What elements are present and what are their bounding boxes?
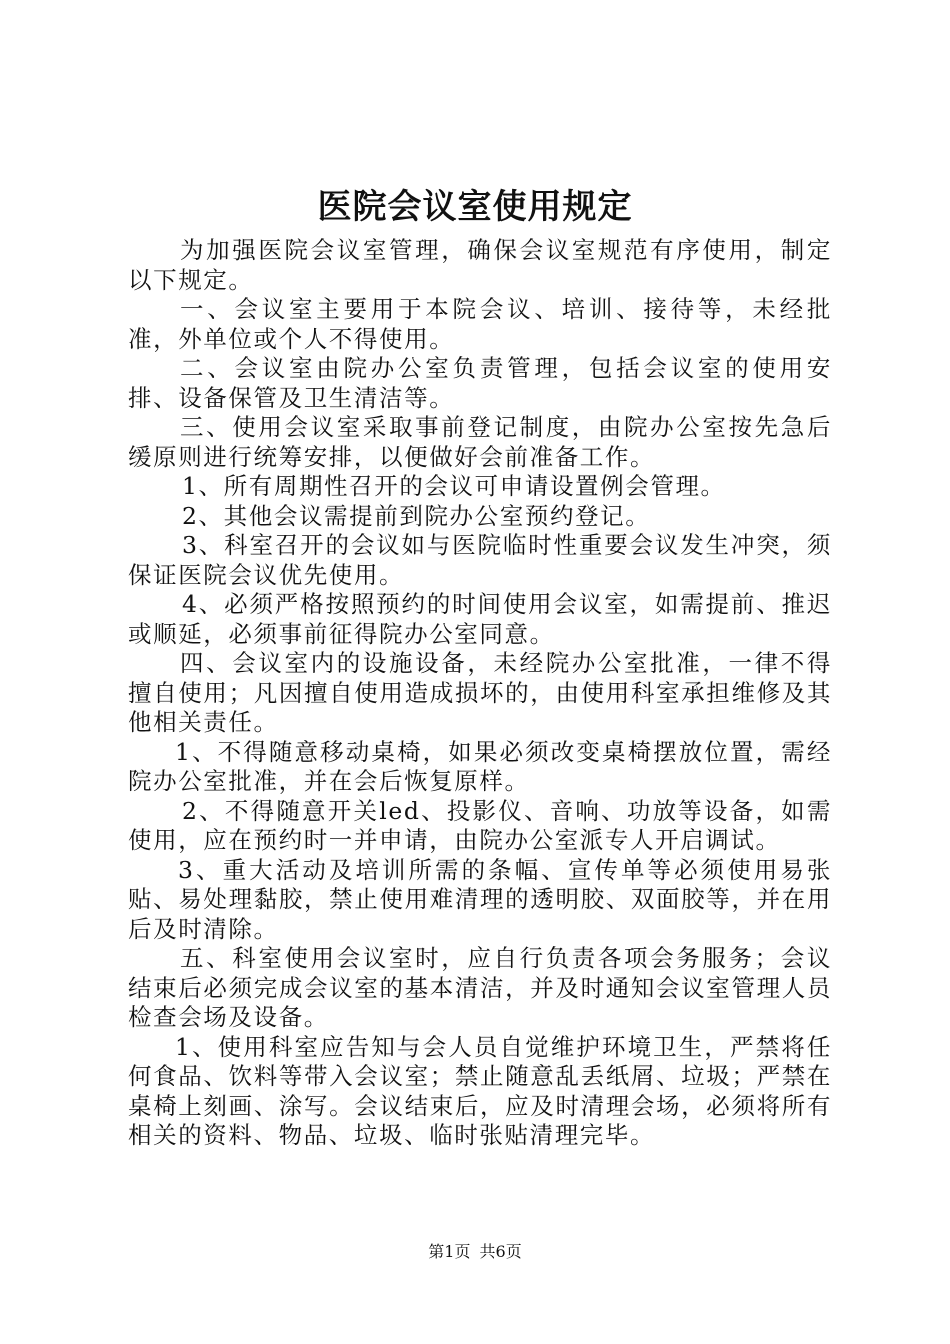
section-5-item-1: 1、使用科室应告知与会人员自觉维护环境卫生，严禁将任何食品、饮料等带入会议室；禁止随意乱丢纸屑、垃圾；严禁在桌椅上刻画、涂写。会议结束后，应及时清理会场，必须将所有相关的资料、物品、垃圾、临时张贴清理完毕。 xyxy=(128,1032,832,1149)
section-4-item-3: 3、重大活动及培训所需的条幅、宣传单等必须使用易张贴、易处理黏胶，禁止使用难清理的透明胶、双面胶等，并在用后及时清除。 xyxy=(128,855,832,943)
section-3-item-3: 3、科室召开的会议如与医院临时性重要会议发生冲突，须保证医院会议优先使用。 xyxy=(128,531,832,589)
section-5-paragraph: 五、科室使用会议室时，应自行负责各项会务服务；会议结束后必须完成会议室的基本清洁，并及时通知会议室管理人员检查会场及设备。 xyxy=(128,944,832,1031)
section-4-item-1: 1、不得随意移动桌椅，如果必须改变桌椅摆放位置，需经院办公室批准，并在会后恢复原样。 xyxy=(128,737,832,795)
section-2-paragraph: 二、会议室由院办公室负责管理，包括会议室的使用安排、设备保管及卫生清洁等。 xyxy=(128,354,832,412)
section-4-paragraph: 四、会议室内的设施设备，未经院办公室批准，一律不得擅自使用；凡因擅自使用造成损坏的，由使用科室承担维修及其他相关责任。 xyxy=(128,649,832,736)
intro-paragraph: 为加强医院会议室管理，确保会议室规范有序使用，制定以下规定。 xyxy=(128,236,832,294)
section-3-item-2: 2、其他会议需提前到院办公室预约登记。 xyxy=(182,501,651,530)
section-4-item-2: 2、不得随意开关led、投影仪、音响、功放等设备，如需使用，应在预约时一并申请，由院办公室派专人开启调试。 xyxy=(128,796,832,854)
page-number: 第1页 xyxy=(428,1242,471,1261)
section-3-paragraph: 三、使用会议室采取事前登记制度，由院办公室按先急后缓原则进行统筹安排，以便做好会前准备工作。 xyxy=(128,413,832,471)
section-3-item-4: 4、必须严格按照预约的时间使用会议室，如需提前、推迟或顺延，必须事前征得院办公室同意。 xyxy=(128,590,832,648)
page-footer xyxy=(0,1240,950,1264)
section-1-paragraph: 一、会议室主要用于本院会议、培训、接待等，未经批准，外单位或个人不得使用。 xyxy=(128,295,832,353)
document-body xyxy=(128,236,832,1151)
section-3-item-1: 1、所有周期性召开的会议可申请设置例会管理。 xyxy=(182,472,726,500)
document-title: 医院会议室使用规定 xyxy=(317,187,633,227)
page-total: 共6页 xyxy=(479,1242,522,1261)
